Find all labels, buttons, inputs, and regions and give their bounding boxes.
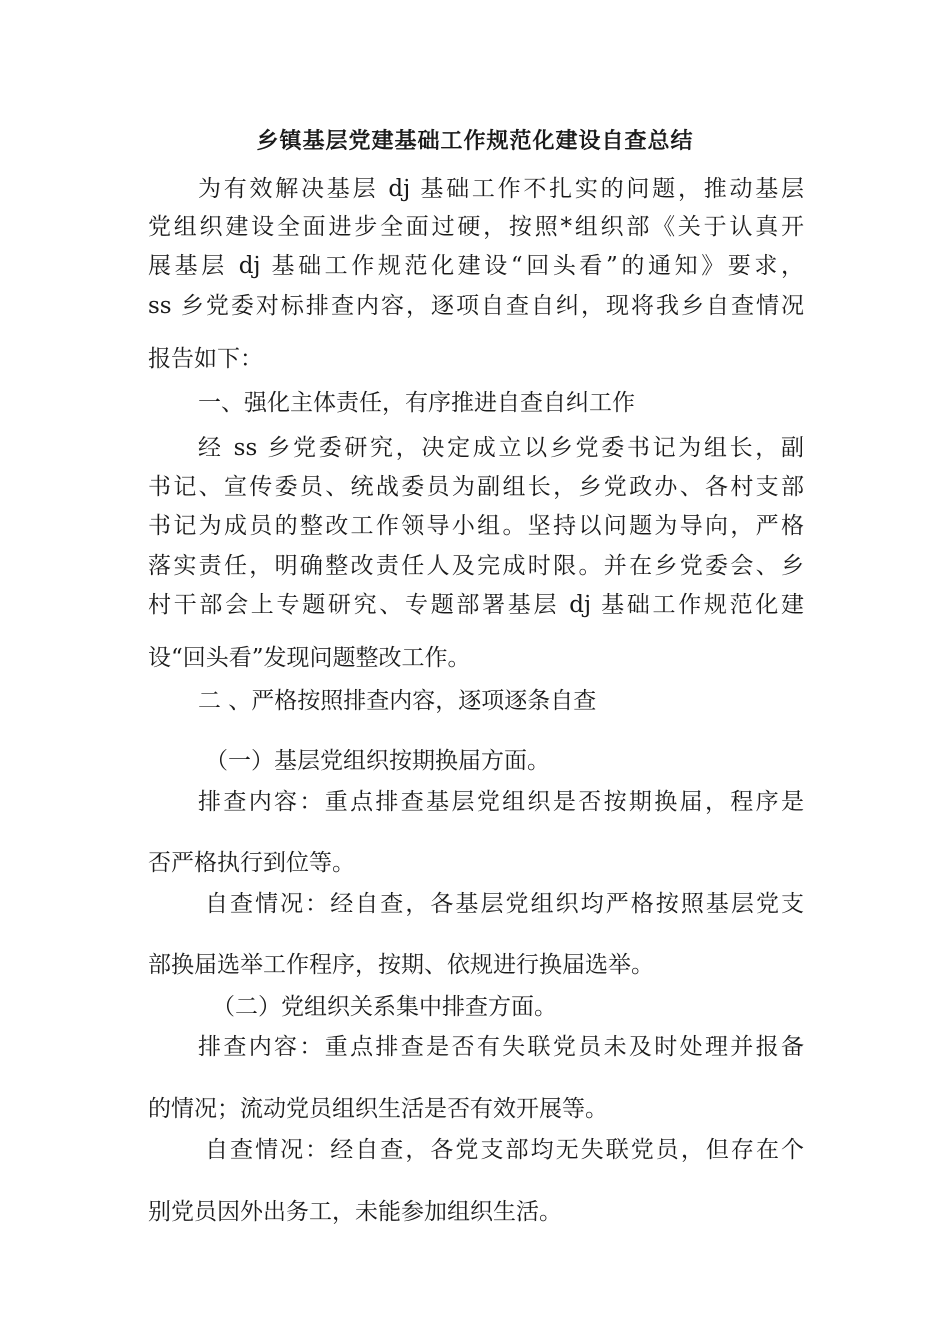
paragraph-line: 的情况；流动党员组织生活是否有效开展等。	[148, 1096, 608, 1122]
paragraph-line: 设“回头看”发现问题整改工作。	[148, 645, 471, 671]
paragraph-line: 为有效解决基层 dj 基础工作不扎实的问题，推动基层	[198, 176, 804, 202]
paragraph-line: 部换届选举工作程序，按期、依规进行换届选举。	[148, 952, 654, 978]
paragraph-line: 经 ss 乡党委研究，决定成立以乡党委书记为组长，副	[198, 435, 804, 461]
section-heading: 一、强化主体责任，有序推进自查自纠工作	[198, 390, 635, 416]
document-title: 乡镇基层党建基础工作规范化建设自查总结	[256, 129, 694, 154]
paragraph-line: 排查内容：重点排查基层党组织是否按期换届，程序是	[198, 789, 804, 815]
paragraph-line: 排查内容：重点排查是否有失联党员未及时处理并报备	[198, 1034, 804, 1060]
paragraph-line: 书记为成员的整改工作领导小组。坚持以问题为导向，严格	[148, 513, 804, 539]
subsection-heading: （二）党组织关系集中排查方面。	[212, 994, 557, 1020]
paragraph-line: 报告如下：	[148, 346, 263, 372]
paragraph-line: 自查情况：经自查，各党支部均无失联党员，但存在个	[205, 1137, 804, 1163]
paragraph-line: 否严格执行到位等。	[148, 850, 355, 876]
section-heading: 二 、严格按照排查内容，逐项逐条自查	[198, 688, 597, 714]
paragraph-line: ss 乡党委对标排查内容，逐项自查自纠，现将我乡自查情况	[148, 293, 804, 319]
paragraph-line: 村干部会上专题研究、专题部署基层 dj 基础工作规范化建	[148, 592, 804, 618]
paragraph-line: 书记、宣传委员、统战委员为副组长，乡党政办、各村支部	[148, 474, 804, 500]
paragraph-line: 自查情况：经自查，各基层党组织均严格按照基层党支	[205, 891, 804, 917]
paragraph-line: 落实责任，明确整改责任人及完成时限。并在乡党委会、乡	[148, 553, 804, 579]
subsection-heading: （一）基层党组织按期换届方面。	[205, 748, 550, 774]
paragraph-line: 党组织建设全面进步全面过硬，按照*组织部《关于认真开	[148, 214, 804, 240]
paragraph-line: 别党员因外出务工，未能参加组织生活。	[148, 1199, 562, 1225]
paragraph-line: 展基层 dj 基础工作规范化建设“回头看”的通知》要求，	[148, 253, 804, 279]
